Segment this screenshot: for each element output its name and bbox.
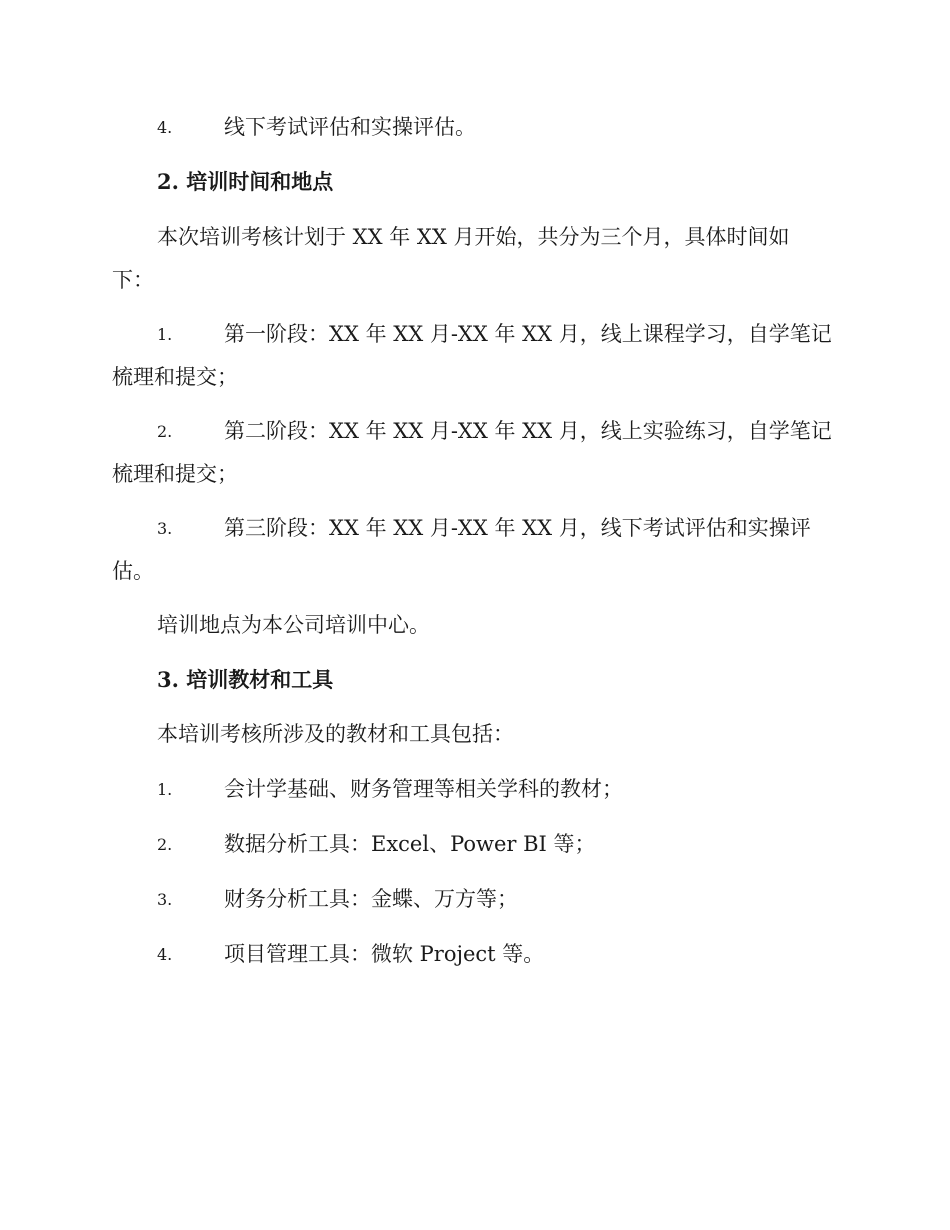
list-number: 1. [157,780,173,799]
list-item-text: 线下考试评估和实操评估。 [224,115,476,139]
list-item-text: 数据分析工具：Excel、Power BI 等； [224,832,596,856]
list-number: 4. [157,945,173,964]
list-number: 1. [157,325,173,344]
list-item-text: 第一阶段：XX 年 XX 月-XX 年 XX 月，线上课程学习，自学笔记 [224,322,832,346]
list-number: 3. [157,519,173,538]
paragraph-line: 培训地点为本公司培训中心。 [157,613,430,637]
paragraph-line: 下： [112,268,154,292]
list-item-text: 财务分析工具：金蝶、万方等； [224,887,518,911]
list-number: 2. [157,422,173,441]
list-number: 4. [157,118,173,137]
list-number: 3. [157,890,173,909]
section-heading-3: 3. 培训教材和工具 [157,667,334,692]
list-number: 2. [157,835,173,854]
paragraph-line: 本次培训考核计划于 XX 年 XX 月开始，共分为三个月，具体时间如 [157,225,790,249]
list-item-text-continued: 梳理和提交； [112,365,238,389]
list-item-text-continued: 估。 [112,559,154,583]
list-item-text-continued: 梳理和提交； [112,462,238,486]
paragraph-line: 本培训考核所涉及的教材和工具包括： [157,722,514,746]
section-heading-2: 2. 培训时间和地点 [157,169,334,194]
list-item-text: 会计学基础、财务管理等相关学科的教材； [224,777,623,801]
list-item-text: 项目管理工具：微软 Project 等。 [224,942,545,966]
list-item-text: 第二阶段：XX 年 XX 月-XX 年 XX 月，线上实验练习，自学笔记 [224,419,832,443]
list-item-text: 第三阶段：XX 年 XX 月-XX 年 XX 月，线下考试评估和实操评 [224,516,811,540]
